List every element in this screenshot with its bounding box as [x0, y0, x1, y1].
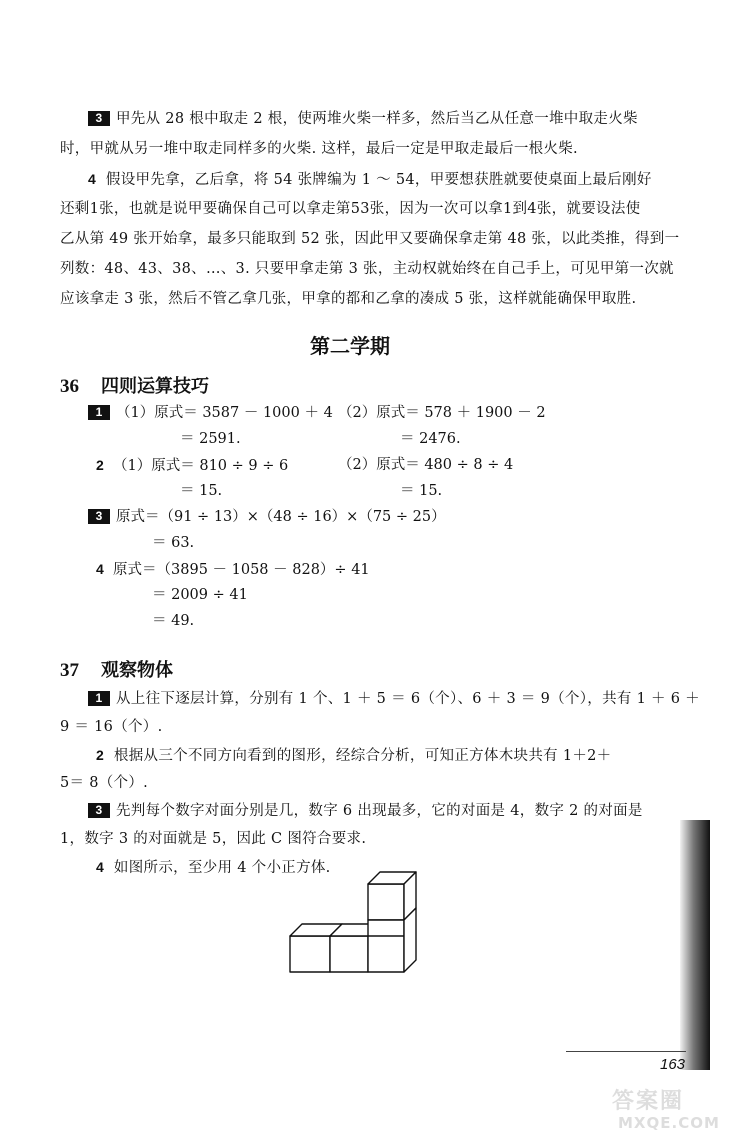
chapter-title: 观察物体 — [101, 660, 173, 681]
ch36-item-2b-line-1: （2）原式＝ 480 ÷ 8 ÷ 4 — [338, 457, 514, 473]
ch36-item-3-line-1: 3 原式＝（91 ÷ 13）×（48 ÷ 16）×（75 ÷ 25） — [88, 504, 446, 530]
chapter-36-heading — [60, 372, 209, 398]
item-badge: 3 — [88, 509, 110, 524]
item-badge: 3 — [88, 803, 110, 818]
ch37-item-4-line-1: 4 如图所示，至少用 4 个小正方体. — [96, 859, 331, 876]
item-3-line-2: 时，甲就从另一堆中取走同样多的火柴. 这样，最后一定是甲取走最后一根火柴. — [60, 141, 578, 157]
item-4-line-5: 应该拿走 3 张，然后不管乙拿几张，甲拿的都和乙拿的凑成 5 张，这样就能确保甲取胜. — [60, 291, 637, 307]
ch36-item-1a-line-2: ＝ 2591. — [180, 431, 241, 447]
item-4-line-1: 4 假设甲先拿，乙后拿，将 54 张牌编为 1 ～ 54，甲要想获胜就要使桌面上最后刚好 — [88, 171, 652, 188]
ch37-item-1-line-2: 9 ＝ 16（个）. — [60, 719, 163, 735]
chapter-number: 36 — [60, 376, 79, 397]
ch36-item-1a-line-1: 1 （1）原式＝ 3587 － 1000 ＋ 4 — [88, 400, 333, 426]
cube-top — [368, 872, 416, 920]
section-title: 第二学期 — [310, 334, 390, 358]
chapter-number: 37 — [60, 660, 79, 681]
ch37-item-3-line-2: 1，数字 3 的对面就是 5，因此 C 图符合要求. — [60, 831, 367, 847]
ch36-item-3-line-2: ＝ 63. — [152, 535, 195, 551]
item-number: 2 — [96, 747, 105, 763]
item-4-line-4: 列数：48、43、38、…、3. 只要甲拿走第 3 张，主动权就始终在自己手上，可见甲第一次就 — [60, 261, 674, 277]
footer-rule — [566, 1051, 686, 1052]
ch37-item-2-line-2: 5＝ 8（个）. — [60, 775, 149, 791]
chapter-37-heading — [60, 656, 173, 682]
ch36-item-4-line-3: ＝ 49. — [152, 613, 195, 629]
page-edge-shadow — [680, 820, 710, 1070]
ch36-item-4-line-2: ＝ 2009 ÷ 41 — [152, 587, 248, 603]
ch36-item-2a-line-2: ＝ 15. — [180, 483, 223, 499]
ch36-item-4-line-1: 4 原式＝（3895 － 1058 － 828）÷ 41 — [96, 561, 370, 578]
ch36-item-2b-line-2: ＝ 15. — [400, 483, 443, 499]
item-badge: 1 — [88, 691, 110, 706]
cube-figure — [280, 862, 430, 980]
page-number: 163 — [660, 1056, 686, 1073]
item-4-line-3: 乙从第 49 张开始拿，最多只能取到 52 张，因此甲又要确保拿走第 48 张，以此类推，得到一 — [60, 231, 680, 247]
item-badge: 1 — [88, 405, 110, 420]
item-number: 4 — [88, 171, 97, 187]
ch36-item-1b-line-1: （2）原式＝ 578 ＋ 1900 － 2 — [338, 405, 546, 421]
item-number: 4 — [96, 859, 105, 875]
ch37-item-2-line-1: 2 根据从三个不同方向看到的图形，经综合分析，可知正方体木块共有 1＋2＋ — [96, 747, 612, 764]
ch36-item-2a-line-1: 2 （1）原式＝ 810 ÷ 9 ÷ 6 — [96, 457, 289, 474]
ch37-item-3-line-1: 3 先判每个数字对面分别是几，数字 6 出现最多，它的对面是 4，数字 2 的对面是 — [88, 796, 643, 826]
watermark-url: MXQE.COM — [618, 1114, 720, 1132]
ch36-item-1b-line-2: ＝ 2476. — [400, 431, 461, 447]
item-number: 2 — [96, 457, 104, 473]
item-number: 4 — [96, 561, 104, 577]
watermark-logo: 答案圈 — [612, 1089, 685, 1114]
item-4-line-2: 还剩1张，也就是说甲要确保自己可以拿走第53张，因为一次可以拿1到4张，就要设法使 — [60, 201, 641, 217]
ch37-item-1-line-1: 1 从上往下逐层计算，分别有 1 个、1 ＋ 5 ＝ 6（个）、6 ＋ 3 ＝ 9（个），共有 1 ＋ 6 ＋ — [88, 684, 700, 714]
chapter-title: 四则运算技巧 — [101, 376, 209, 397]
item-badge: 3 — [88, 111, 110, 126]
item-3-line-1: 3 甲先从 28 根中取走 2 根，使两堆火柴一样多，然后当乙从任意一堆中取走火柴 — [88, 104, 638, 134]
